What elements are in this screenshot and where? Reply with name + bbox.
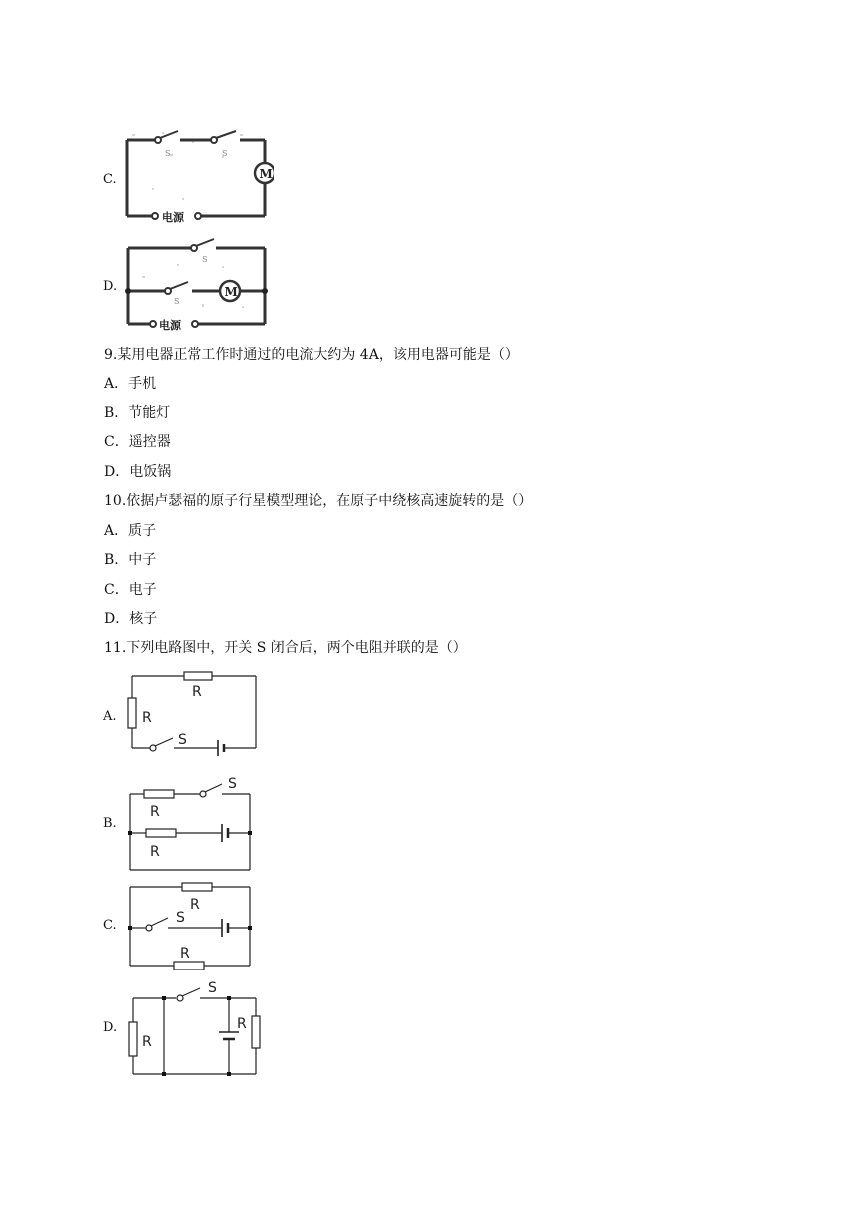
q8d-motor-label: M (224, 285, 238, 299)
q9-option-b: B．节能灯 (104, 405, 171, 421)
q11d-r-left: R (142, 1034, 152, 1050)
q11b-r-bottom: R (150, 844, 160, 860)
svg-text:S: S (222, 149, 228, 158)
q8c-motor-label: M (259, 167, 273, 181)
svg-text:S: S (165, 149, 171, 158)
q11b-s: S (228, 776, 237, 792)
q11c-s: S (176, 910, 185, 926)
q11-option-a-circuit (124, 668, 264, 756)
q11-option-c-circuit (124, 878, 256, 970)
q8-option-c-label: C. (103, 172, 117, 187)
q10-option-a: A．质子 (104, 523, 157, 539)
q11-option-d-circuit (124, 976, 264, 1080)
q11c-r-top: R (190, 897, 200, 913)
q11-option-c-label: C. (103, 918, 117, 933)
q8-option-c-figure (122, 128, 274, 228)
q8c-source-label: 电源 (162, 211, 184, 224)
q9-stem: 9.某用电器正常工作时通过的电流大约为 4A，该用电器可能是（） (104, 347, 519, 363)
q11a-r-left: R (142, 710, 152, 726)
q11-option-a-label: A. (103, 709, 117, 724)
q11-option-b-label: B. (103, 816, 117, 831)
q10-stem: 10.依据卢瑟福的原子行星模型理论，在原子中绕核高速旋转的是（） (104, 493, 533, 509)
q11-option-b-circuit (124, 770, 254, 874)
q11b-r-top: R (150, 804, 160, 820)
q8-option-d-label: D. (103, 279, 118, 294)
q11c-r-bottom: R (180, 946, 190, 962)
q11a-r-top: R (192, 684, 202, 700)
q10-option-c: C．电子 (104, 582, 157, 598)
q11d-r-right: R (237, 1016, 247, 1032)
svg-text:S: S (174, 297, 180, 306)
q10-option-b: B．中子 (104, 552, 157, 568)
q11-option-d-label: D. (103, 1020, 118, 1035)
q8d-source-label: 电源 (159, 319, 181, 332)
q8-option-d-figure (122, 236, 272, 334)
q11d-s: S (208, 980, 217, 996)
q9-option-d: D．电饭锅 (104, 464, 172, 480)
q11a-s: S (178, 732, 187, 748)
q9-option-a: A．手机 (104, 376, 157, 392)
q11-stem: 11.下列电路图中，开关 S 闭合后，两个电阻并联的是（） (104, 640, 467, 656)
q10-option-d: D．核子 (104, 611, 158, 627)
svg-text:S: S (202, 255, 208, 264)
q9-option-c: C．遥控器 (104, 434, 171, 450)
